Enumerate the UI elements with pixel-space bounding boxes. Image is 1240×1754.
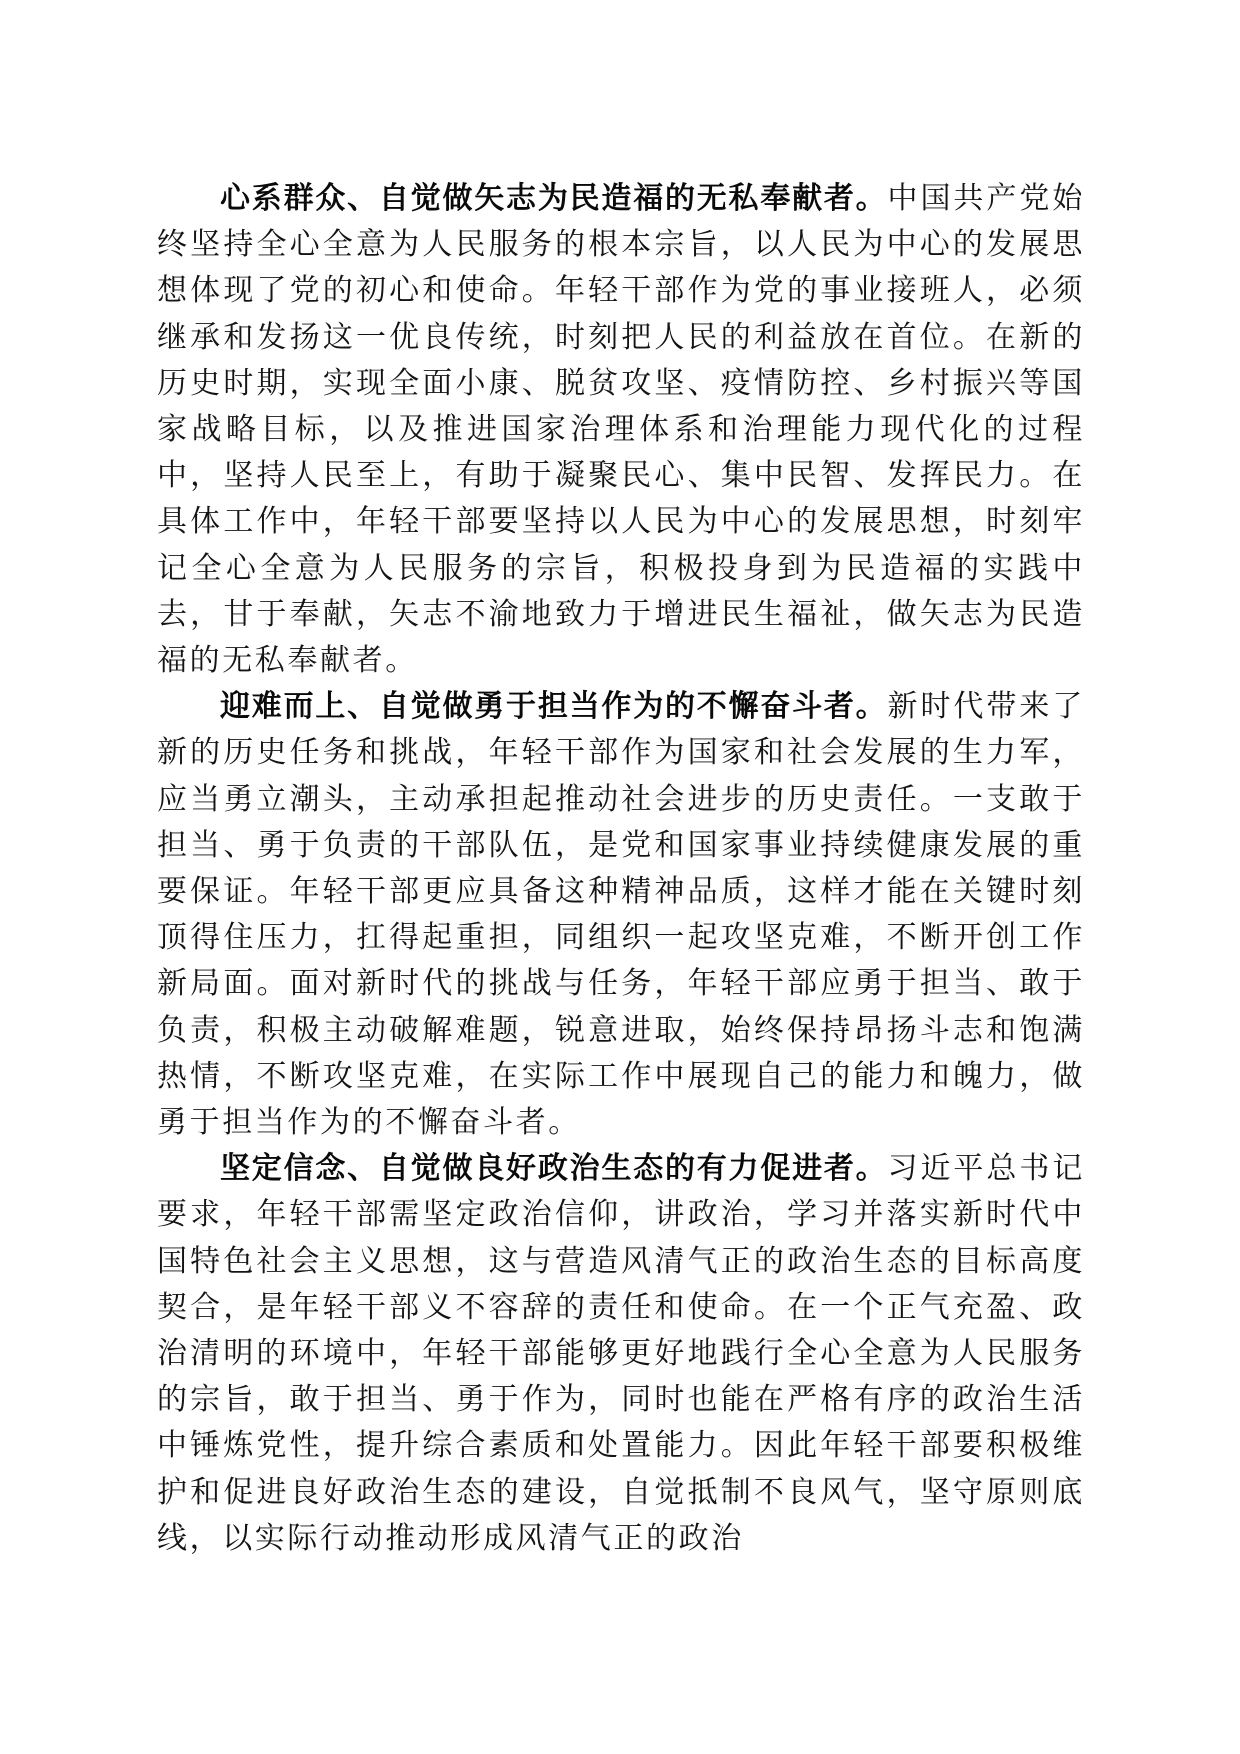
paragraph-serve-people: [157, 176, 1085, 684]
paragraph-body: 习近平总书记要求，年轻干部需坚定政治信仰，讲政治，学习并落实新时代中国特色社会主义思想，这与营造风清气正的政治生态的目标高度契合，是年轻干部义不容辞的责任和使命。在一个正气充盈、政治清明的环境中，年轻干部能够更好地践行全心全意为人民服务的宗旨，敢于担当、勇于作为，同时也能在严格有序的政治生活中锤炼党性，提升综合素质和处置能力。因此年轻干部要积极维护和促进良好政治生态的建设，自觉抵制不良风气，坚守原则底线，以实际行动推动形成风清气正的政治: [157, 1151, 1085, 1556]
paragraph-heading: 心系群众、自觉做矢志为民造福的无私奉献者。: [220, 181, 888, 216]
paragraph-heading: 坚定信念、自觉做良好政治生态的有力促进者。: [220, 1151, 888, 1187]
paragraph-body: 中国共产党始终坚持全心全意为人民服务的根本宗旨，以人民为中心的发展思想体现了党的初心和使命。年轻干部作为党的事业接班人，必须继承和发扬这一优良传统，时刻把人民的利益放在首位。在新的历史时期，实现全面小康、脱贫攻坚、疫情防控、乡村振兴等国家战略目标，以及推进国家治理体系和治理能力现代化的过程中，坚持人民至上，有助于凝聚民心、集中民智、发挥民力。在具体工作中，年轻干部要坚持以人民为中心的发展思想，时刻牢记全心全意为人民服务的宗旨，积极投身到为民造福的实践中去，甘于奉献，矢志不渝地致力于增进民生福祉，做矢志为民造福的无私奉献者。: [157, 181, 1085, 679]
paragraph-body: 新时代带来了新的历史任务和挑战，年轻干部作为国家和社会发展的生力军，应当勇立潮头，主动承担起推动社会进步的历史责任。一支敢于担当、勇于负责的干部队伍，是党和国家事业持续健康发展的重要保证。年轻干部更应具备这种精神品质，这样才能在关键时刻顶得住压力，扛得起重担，同组织一起攻坚克难，不断开创工作新局面。面对新时代的挑战与任务，年轻干部应勇于担当、敢于负责，积极主动破解难题，锐意进取，始终保持昂扬斗志和饱满热情，不断攻坚克难，在实际工作中展现自己的能力和魄力，做勇于担当作为的不懈奋斗者。: [157, 689, 1085, 1141]
paragraph-take-responsibility: [157, 684, 1085, 1146]
paragraph-political-ecology: [157, 1146, 1085, 1562]
paragraph-heading: 迎难而上、自觉做勇于担当作为的不懈奋斗者。: [220, 689, 888, 725]
document-page: [157, 176, 1085, 1562]
